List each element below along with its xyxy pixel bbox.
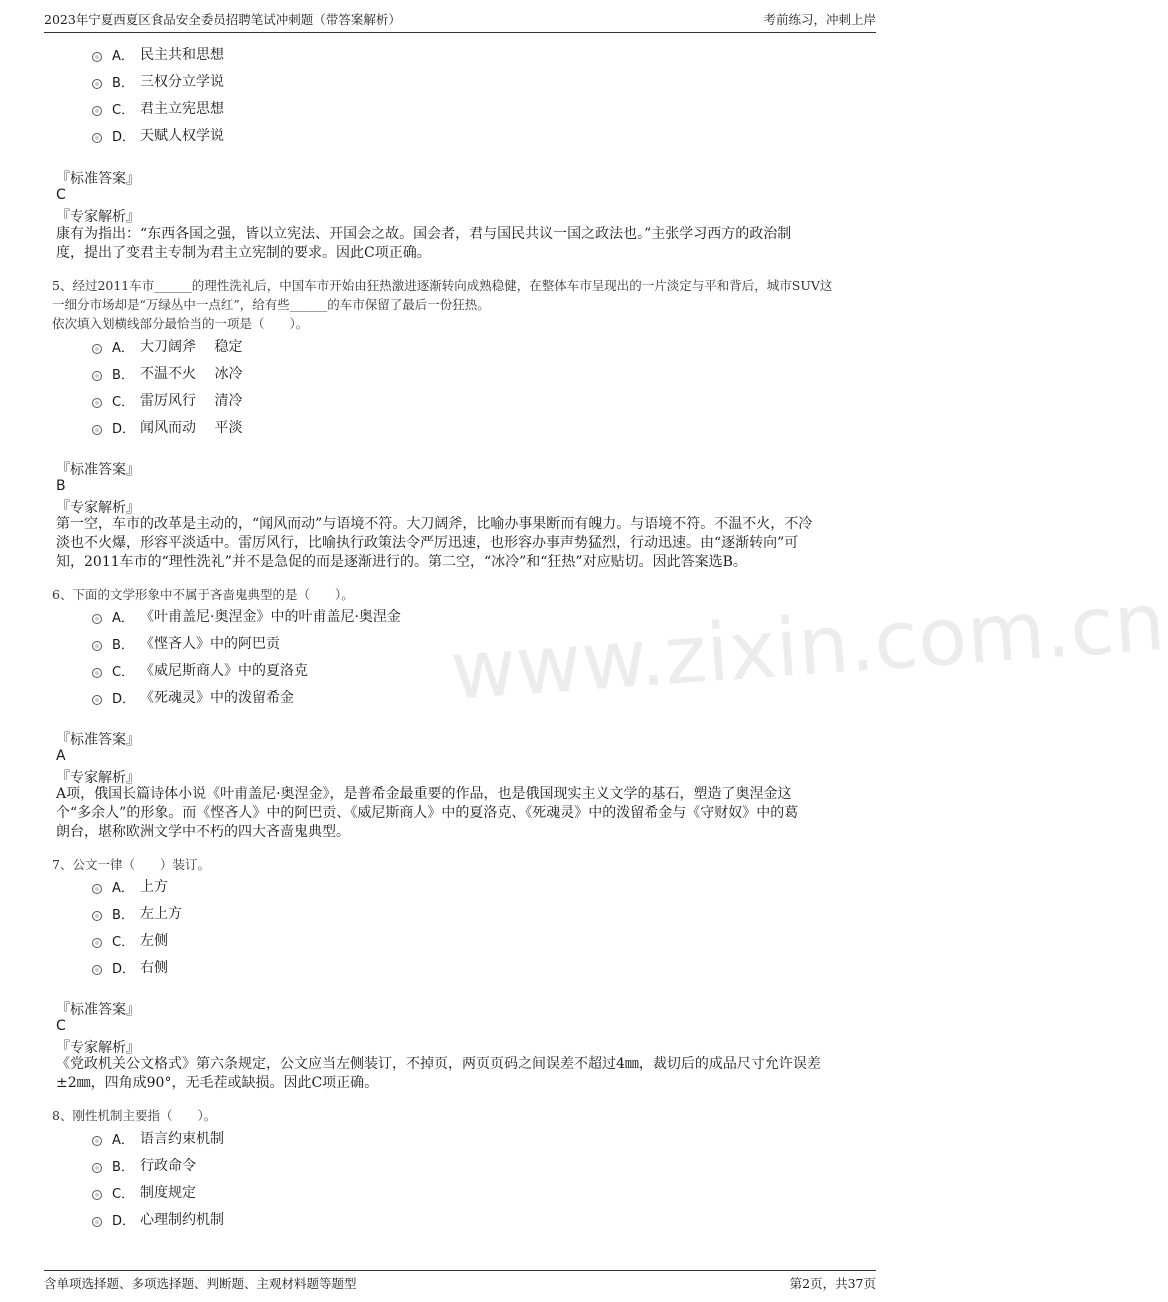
q4-option-c[interactable]: C． 君主立宪思想	[92, 98, 224, 118]
question-stem: 8、刚性机制主要指（ ）。	[52, 1108, 217, 1123]
radio-icon[interactable]	[92, 911, 102, 921]
q8-option-b[interactable]: B． 行政命令	[92, 1155, 196, 1175]
answer-value: B	[56, 478, 66, 494]
radio-icon[interactable]	[92, 884, 102, 894]
analysis-text: 第一空，车市的改革是主动的，“闻风而动”与语境不符。大刀阔斧，比喻办事果断而有魄力。与语境不符。不温不火，不冷 淡也不火爆，形容平淡适中。雷厉风行，比喻执行政策法令严厉迅速，也形容办事声势猛烈，行动迅速。由“逐渐转向”可 知，2011车市的“理性洗礼”并不是急促的而是逐渐进行的。第二空，“冰冷”和“狂热”对应贴切。因此答案选B。	[56, 516, 813, 570]
analysis-text: A项，俄国长篇诗体小说《叶甫盖尼·奥涅金》，是普希金最重要的作品，也是俄国现实主义文学的基石，塑造了奥涅金这 个“多余人”的形象。而《悭吝人》中的阿巴贡、《威尼斯商人》中的夏洛克、《死魂灵》中的泼留希金与《守财奴》中的葛 朗台，堪称欧洲文学中不朽的四大吝啬鬼典型。	[56, 786, 799, 840]
radio-icon[interactable]	[92, 614, 102, 624]
answer-value: C	[56, 187, 66, 203]
radio-icon[interactable]	[92, 133, 102, 143]
watermark: www.zixin.com.cn	[447, 575, 1168, 718]
radio-icon[interactable]	[92, 398, 102, 408]
q6-option-d[interactable]: D． 《死魂灵》中的泼留希金	[92, 687, 294, 707]
radio-icon[interactable]	[92, 965, 102, 975]
q5-option-d[interactable]: D． 闻风而动 平淡	[92, 417, 242, 437]
header-slogan: 考前练习，冲刺上岸	[763, 12, 876, 27]
radio-icon[interactable]	[92, 344, 102, 354]
q4-option-a[interactable]: A． 民主共和思想	[92, 44, 224, 64]
analysis-label: 『专家解析』	[56, 770, 140, 786]
q6-option-a[interactable]: A． 《叶甫盖尼·奥涅金》中的叶甫盖尼·奥涅金	[92, 606, 401, 626]
radio-icon[interactable]	[92, 1217, 102, 1227]
analysis-label: 『专家解析』	[56, 209, 140, 225]
q4-option-d[interactable]: D． 天赋人权学说	[92, 125, 224, 145]
answer-label: 『标准答案』	[56, 462, 140, 478]
footer-note: 含单项选择题、多项选择题、判断题、主观材料题等题型	[44, 1276, 357, 1291]
q7-option-b[interactable]: B． 左上方	[92, 903, 182, 923]
answer-label: 『标准答案』	[56, 171, 140, 187]
radio-icon[interactable]	[92, 1163, 102, 1173]
radio-icon[interactable]	[92, 52, 102, 62]
q7-option-a[interactable]: A． 上方	[92, 876, 168, 896]
answer-value: A	[56, 748, 66, 764]
q8-option-d[interactable]: D． 心理制约机制	[92, 1209, 224, 1229]
q6-option-c[interactable]: C． 《威尼斯商人》中的夏洛克	[92, 660, 308, 680]
radio-icon[interactable]	[92, 641, 102, 651]
q7-option-d[interactable]: D． 右侧	[92, 957, 168, 977]
page-header	[44, 10, 876, 33]
radio-icon[interactable]	[92, 668, 102, 678]
q7-option-c[interactable]: C． 左侧	[92, 930, 168, 950]
radio-icon[interactable]	[92, 79, 102, 89]
question-stem: 7、公文一律（ ）装订。	[52, 857, 210, 872]
radio-icon[interactable]	[92, 371, 102, 381]
q6-option-b[interactable]: B． 《悭吝人》中的阿巴贡	[92, 633, 280, 653]
analysis-text: 康有为指出：“东西各国之强，皆以立宪法、开国会之故。国会者，君与国民共议一国之政法也。”主张学习西方的政治制 度，提出了变君主专制为君主立宪制的要求。因此C项正确。	[56, 226, 792, 261]
answer-label: 『标准答案』	[56, 732, 140, 748]
radio-icon[interactable]	[92, 938, 102, 948]
q8-option-c[interactable]: C． 制度规定	[92, 1182, 196, 1202]
q4-option-b[interactable]: B． 三权分立学说	[92, 71, 224, 91]
page-number: 第2页，共37页	[789, 1276, 876, 1291]
document-title: 2023年宁夏西夏区食品安全委员招聘笔试冲刺题（带答案解析）	[44, 12, 401, 27]
analysis-label: 『专家解析』	[56, 500, 140, 516]
question-stem: 6、下面的文学形象中不属于吝啬鬼典型的是（ ）。	[52, 587, 354, 602]
analysis-text: 《党政机关公文格式》第六条规定，公文应当左侧装订，不掉页，两页页码之间误差不超过4㎜，裁切后的成品尺寸允许误差 ±2㎜，四角成90°，无毛茬或缺损。因此C项正确。	[56, 1056, 821, 1091]
q8-option-a[interactable]: A． 语言约束机制	[92, 1128, 224, 1148]
question-stem: 5、经过2011车市______的理性洗礼后，中国车市开始由狂热激进逐渐转向成熟稳健，在整体车市呈现出的一片淡定与平和背后，城市SUV这 一细分市场却是“万绿丛中一点红”，给有些______的车市保留了最后一份狂热。 依次填入划横线部分最恰当的一项是（ ）。	[52, 278, 833, 331]
radio-icon[interactable]	[92, 1136, 102, 1146]
radio-icon[interactable]	[92, 695, 102, 705]
radio-icon[interactable]	[92, 106, 102, 116]
analysis-label: 『专家解析』	[56, 1040, 140, 1056]
q5-option-a[interactable]: A． 大刀阔斧 稳定	[92, 336, 242, 356]
radio-icon[interactable]	[92, 1190, 102, 1200]
q5-option-b[interactable]: B． 不温不火 冰冷	[92, 363, 242, 383]
q5-option-c[interactable]: C． 雷厉风行 清冷	[92, 390, 242, 410]
radio-icon[interactable]	[92, 425, 102, 435]
answer-value: C	[56, 1018, 66, 1034]
page-footer	[44, 1270, 876, 1294]
answer-label: 『标准答案』	[56, 1002, 140, 1018]
